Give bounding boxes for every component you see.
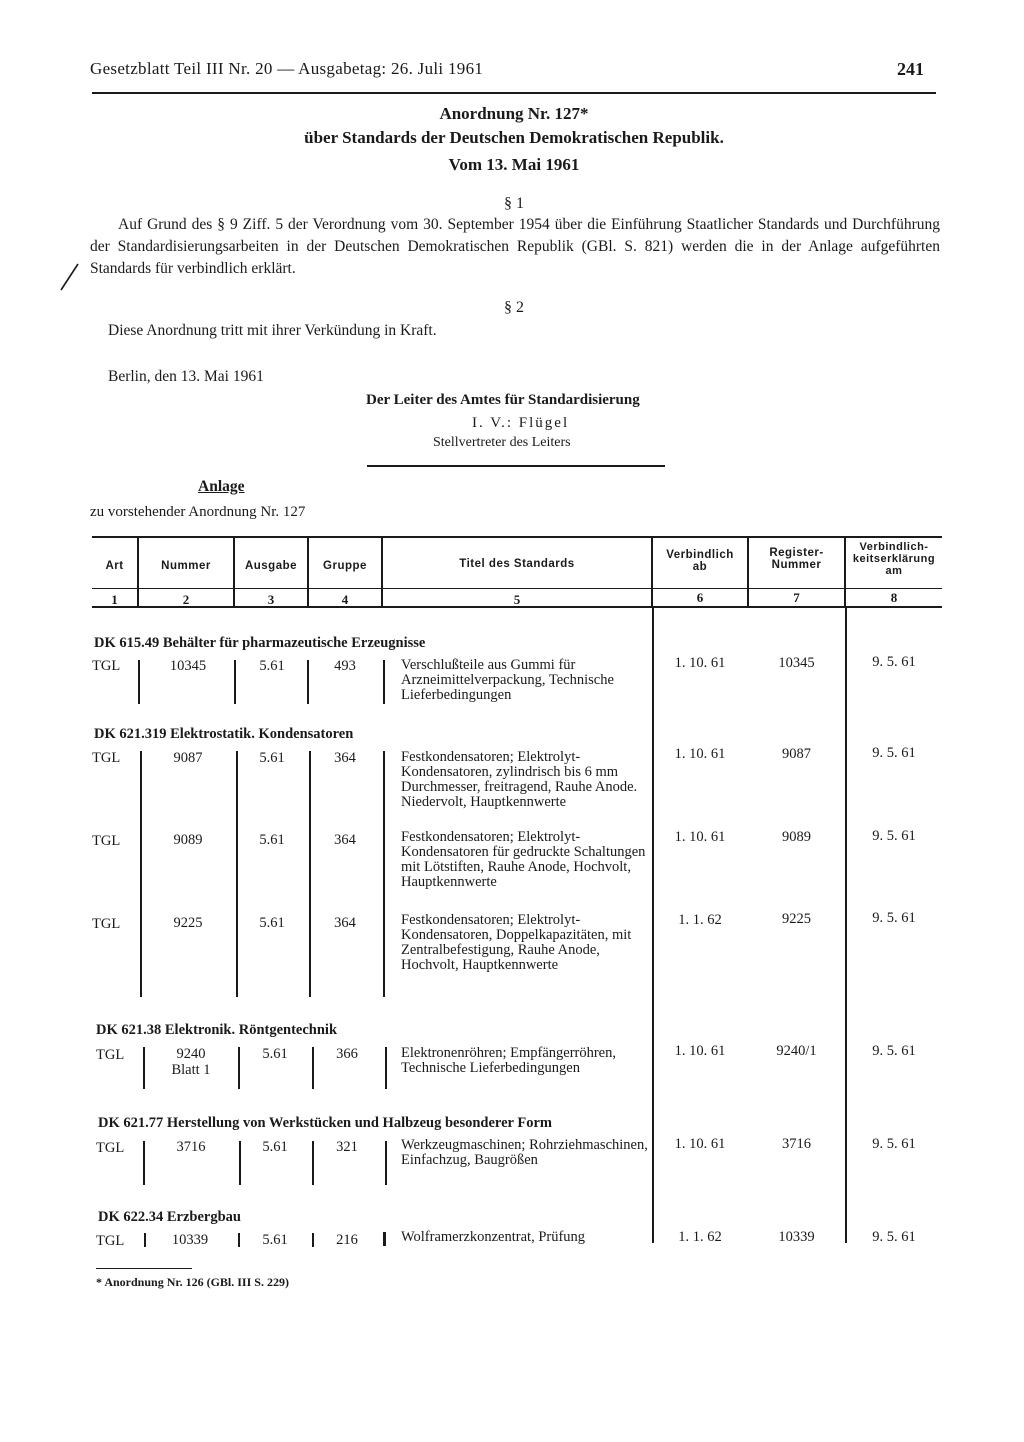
cell-register: 9225 <box>782 911 811 927</box>
page-number: 241 <box>897 59 924 79</box>
column-bar <box>385 1047 387 1089</box>
header-rule <box>92 92 936 94</box>
cell-gruppe: 321 <box>336 1139 358 1155</box>
cell-erklaerung: 9. 5. 61 <box>872 910 916 926</box>
cell-verbindlich-ab: 1. 10. 61 <box>674 655 726 671</box>
authority: Der Leiter des Amtes für Standardisierung <box>366 392 640 408</box>
column-bar <box>383 751 385 997</box>
cell-art: TGL <box>96 1233 125 1249</box>
cell-ausgabe: 5.61 <box>262 1139 288 1155</box>
col-number: 3 <box>267 592 275 607</box>
cell-nummer-sheet: Blatt 1 <box>171 1062 211 1078</box>
header-vke-line: am <box>885 565 903 577</box>
cell-erklaerung: 9. 5. 61 <box>872 1043 916 1059</box>
column-bar <box>383 1232 386 1246</box>
cell-gruppe: 493 <box>334 658 356 674</box>
header-verbindlich-ab <box>653 549 747 573</box>
column-bar <box>238 1233 240 1247</box>
cell-gruppe: 364 <box>334 915 356 931</box>
section-2-text: Diese Anordnung tritt mit ihrer Verkündung in Kraft. <box>108 322 437 339</box>
group-heading: DK 622.34 Erzbergbau <box>98 1209 241 1225</box>
column-bar <box>234 660 236 704</box>
header-vke-line: keitserklärung <box>852 553 936 565</box>
header-titel: Titel des Standards <box>459 558 575 570</box>
cell-nummer: 10345 <box>169 658 207 674</box>
cell-art: TGL <box>92 833 121 849</box>
cell-verbindlich-ab: 1. 10. 61 <box>674 746 726 762</box>
cell-ausgabe: 5.61 <box>262 1046 288 1062</box>
header-verbindlichkeitserklaerung <box>846 541 942 577</box>
table-top-rule <box>92 536 942 538</box>
column-bar <box>143 1047 145 1089</box>
group-heading: DK 621.319 Elektrostatik. Kondensatoren <box>94 726 354 742</box>
signer-role: Stellvertreter des Leiters <box>433 435 571 450</box>
column-bar <box>140 751 142 997</box>
cell-gruppe: 366 <box>336 1046 358 1062</box>
col-number: 1 <box>111 592 118 607</box>
cell-titel: Wolframerzkonzentrat, Prüfung <box>401 1229 586 1245</box>
column-bar <box>239 1141 241 1185</box>
header-art: Art <box>105 560 124 572</box>
cell-register: 3716 <box>782 1136 811 1152</box>
cell-titel: Festkondensatoren; Elektrolyt-Kondensatoren, Doppelkapazitäten, mit Zentralbefestigung, Rauhe Anode, Hochvolt, Hauptkennwerte <box>401 912 632 973</box>
ordinance-date: Vom 13. Mai 1961 <box>448 155 580 174</box>
section-1-label: § 1 <box>504 195 524 212</box>
column-bar <box>312 1047 314 1089</box>
cell-verbindlich-ab: 1. 10. 61 <box>674 1043 726 1059</box>
margin-slash-mark <box>58 262 82 292</box>
cell-register: 10345 <box>778 655 815 671</box>
cell-erklaerung: 9. 5. 61 <box>872 1136 916 1152</box>
cell-verbindlich-ab: 1. 1. 62 <box>678 912 722 928</box>
column-bar <box>238 1047 240 1089</box>
cell-gruppe: 364 <box>334 832 356 848</box>
group-heading: DK 621.38 Elektronik. Röntgentechnik <box>96 1022 338 1038</box>
column-bar <box>312 1233 314 1247</box>
cell-art: TGL <box>96 1047 125 1063</box>
cell-ausgabe: 5.61 <box>262 1232 288 1248</box>
header-register-line: Nummer <box>771 559 822 571</box>
cell-ausgabe: 5.61 <box>259 915 285 931</box>
cell-erklaerung: 9. 5. 61 <box>872 745 916 761</box>
cell-register: 9240/1 <box>776 1043 817 1059</box>
cell-nummer: 9089 <box>173 832 203 848</box>
cell-nummer: 9225 <box>173 915 203 931</box>
header-ausgabe: Ausgabe <box>244 560 298 572</box>
cell-register: 9087 <box>782 746 811 762</box>
column-bar <box>144 1233 146 1247</box>
ordinance-subtitle: über Standards der Deutschen Demokratischen Republik. <box>304 128 724 147</box>
cell-gruppe: 216 <box>336 1232 358 1248</box>
cell-art: TGL <box>92 916 121 932</box>
group-heading: DK 615.49 Behälter für pharmazeutische Erzeugnisse <box>94 635 426 651</box>
column-bar <box>385 1141 387 1185</box>
cell-ausgabe: 5.61 <box>259 832 285 848</box>
place-date: Berlin, den 13. Mai 1961 <box>108 368 264 385</box>
cell-art: TGL <box>92 658 121 674</box>
cell-erklaerung: 9. 5. 61 <box>872 1229 916 1245</box>
column-bar <box>143 1141 145 1185</box>
column-bar <box>307 660 309 704</box>
header-verbindlich-ab-line: ab <box>692 561 708 573</box>
header-vke-line: Verbindlich- <box>859 541 929 553</box>
cell-verbindlich-ab: 1. 10. 61 <box>674 1136 726 1152</box>
header-verbindlich-ab-line: Verbindlich <box>666 549 734 561</box>
cell-register: 10339 <box>778 1229 815 1245</box>
cell-ausgabe: 5.61 <box>259 750 285 766</box>
cell-verbindlich-ab: 1. 10. 61 <box>674 829 726 845</box>
annex-subtitle: zu vorstehender Anordnung Nr. 127 <box>90 504 306 520</box>
header-register-nummer <box>749 547 844 571</box>
cell-erklaerung: 9. 5. 61 <box>872 828 916 844</box>
cell-nummer-line: 9240 <box>176 1046 206 1062</box>
col-number: 7 <box>793 590 800 605</box>
header-register-line: Register- <box>769 547 824 559</box>
ordinance-title: Anordnung Nr. 127* <box>439 104 589 123</box>
column-bar <box>236 751 238 997</box>
cell-register: 9089 <box>782 829 811 845</box>
cell-art: TGL <box>96 1140 125 1156</box>
col-number: 6 <box>696 590 704 605</box>
cell-titel: Elektronenröhren; Empfängerröhren, Technische Lieferbedingungen <box>401 1045 616 1076</box>
cell-titel: Werkzeugmaschinen; Rohrziehmaschinen, Einfachzug, Baugrößen <box>401 1137 648 1168</box>
cell-ausgabe: 5.61 <box>259 658 285 674</box>
column-bar <box>383 660 385 704</box>
table-header-rule <box>92 588 942 589</box>
signature-rule <box>367 465 665 467</box>
cell-titel: Verschlußteile aus Gummi für Arzneimittelverpackung, Technische Lieferbedingungen <box>401 657 614 703</box>
cell-titel: Festkondensatoren; Elektrolyt-Kondensatoren für gedruckte Schaltungen mit Lötstiften, Rauhe Anode, Hochvolt, Hauptkennwerte <box>401 829 646 890</box>
signer: I. V.: Flügel <box>472 415 570 431</box>
cell-nummer: 10339 <box>171 1232 209 1248</box>
header-nummer: Nummer <box>161 560 211 572</box>
cell-gruppe: 364 <box>334 750 356 766</box>
col-number: 5 <box>513 592 521 607</box>
running-header: Gesetzblatt Teil III Nr. 20 — Ausgabetag: 26. Juli 1961 <box>90 59 484 78</box>
section-2-label: § 2 <box>504 299 524 316</box>
cell-titel: Festkondensatoren; Elektrolyt-Kondensatoren, zylindrisch bis 6 mm Durchmesser, freitragend, Rauhe Anode. Niedervolt, Hauptkennwerte <box>401 749 638 810</box>
column-bar <box>312 1141 314 1185</box>
annex-title: Anlage <box>198 478 245 495</box>
footnote-rule <box>96 1268 192 1269</box>
group-heading: DK 621.77 Herstellung von Werkstücken und Halbzeug besonderer Form <box>98 1115 552 1131</box>
section-1-text: Auf Grund des § 9 Ziff. 5 der Verordnung vom 30. September 1954 über die Einführung Staatlicher Standards und Durchführung der Standardisierungsarbeiten in der Deutschen Demokratischen Republik (GBl. S. 821) werden die in der Anlage aufgeführten Standards für verbindlich erklärt. <box>90 216 940 277</box>
col-number: 2 <box>182 592 190 607</box>
cell-nummer: 9087 <box>173 750 203 766</box>
footnote: * Anordnung Nr. 126 (GBl. III S. 229) <box>96 1275 289 1289</box>
cell-art: TGL <box>92 750 121 766</box>
column-bar <box>138 660 140 704</box>
col-number: 4 <box>341 592 349 607</box>
header-gruppe: Gruppe <box>323 560 367 572</box>
cell-nummer <box>143 1046 239 1078</box>
cell-erklaerung: 9. 5. 61 <box>872 654 916 670</box>
column-bar <box>309 751 311 997</box>
col-number: 8 <box>890 590 898 605</box>
cell-nummer: 3716 <box>176 1139 206 1155</box>
cell-verbindlich-ab: 1. 1. 62 <box>678 1229 722 1245</box>
